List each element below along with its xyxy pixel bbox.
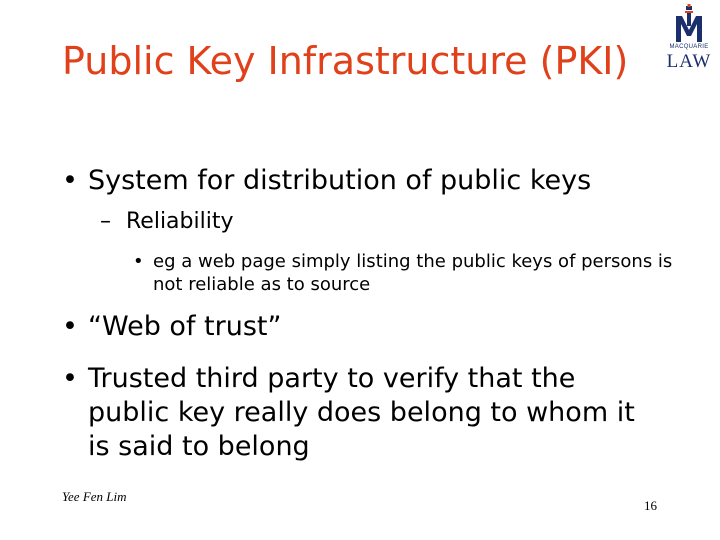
dash-marker: – — [100, 209, 111, 234]
bullet-marker: • — [62, 311, 78, 342]
slide-title: Public Key Infrastructure (PKI) — [62, 39, 629, 83]
footer-author: Yee Fen Lim — [62, 489, 127, 504]
bullet-marker: • — [62, 363, 78, 394]
bullet-marker: • — [133, 251, 144, 272]
sub-sub-bullet-text: eg a web page simply listing the public keys of persons is not reliable as to source — [153, 251, 673, 295]
macquarie-crest-icon — [660, 4, 718, 44]
sub-bullet-text: Reliability — [126, 209, 234, 234]
bullet-text: System for distribution of public keys — [88, 165, 592, 196]
bullet-text: “Web of trust” — [88, 311, 282, 342]
bullet-text: Trusted third party to verify that the public key really does belong to whom it is said to belong — [88, 363, 635, 462]
bullet-item — [62, 310, 281, 344]
sub-sub-bullet-item — [133, 250, 673, 296]
bullet-item — [62, 362, 662, 464]
logo-university-text: MACQUARIE — [669, 44, 709, 50]
page-number: 16 — [644, 498, 657, 513]
sub-bullet-item — [100, 208, 234, 236]
bullet-item — [62, 164, 591, 198]
logo-law-text: LAW — [666, 51, 712, 72]
macquarie-law-logo — [660, 4, 718, 74]
bullet-marker: • — [62, 165, 78, 196]
